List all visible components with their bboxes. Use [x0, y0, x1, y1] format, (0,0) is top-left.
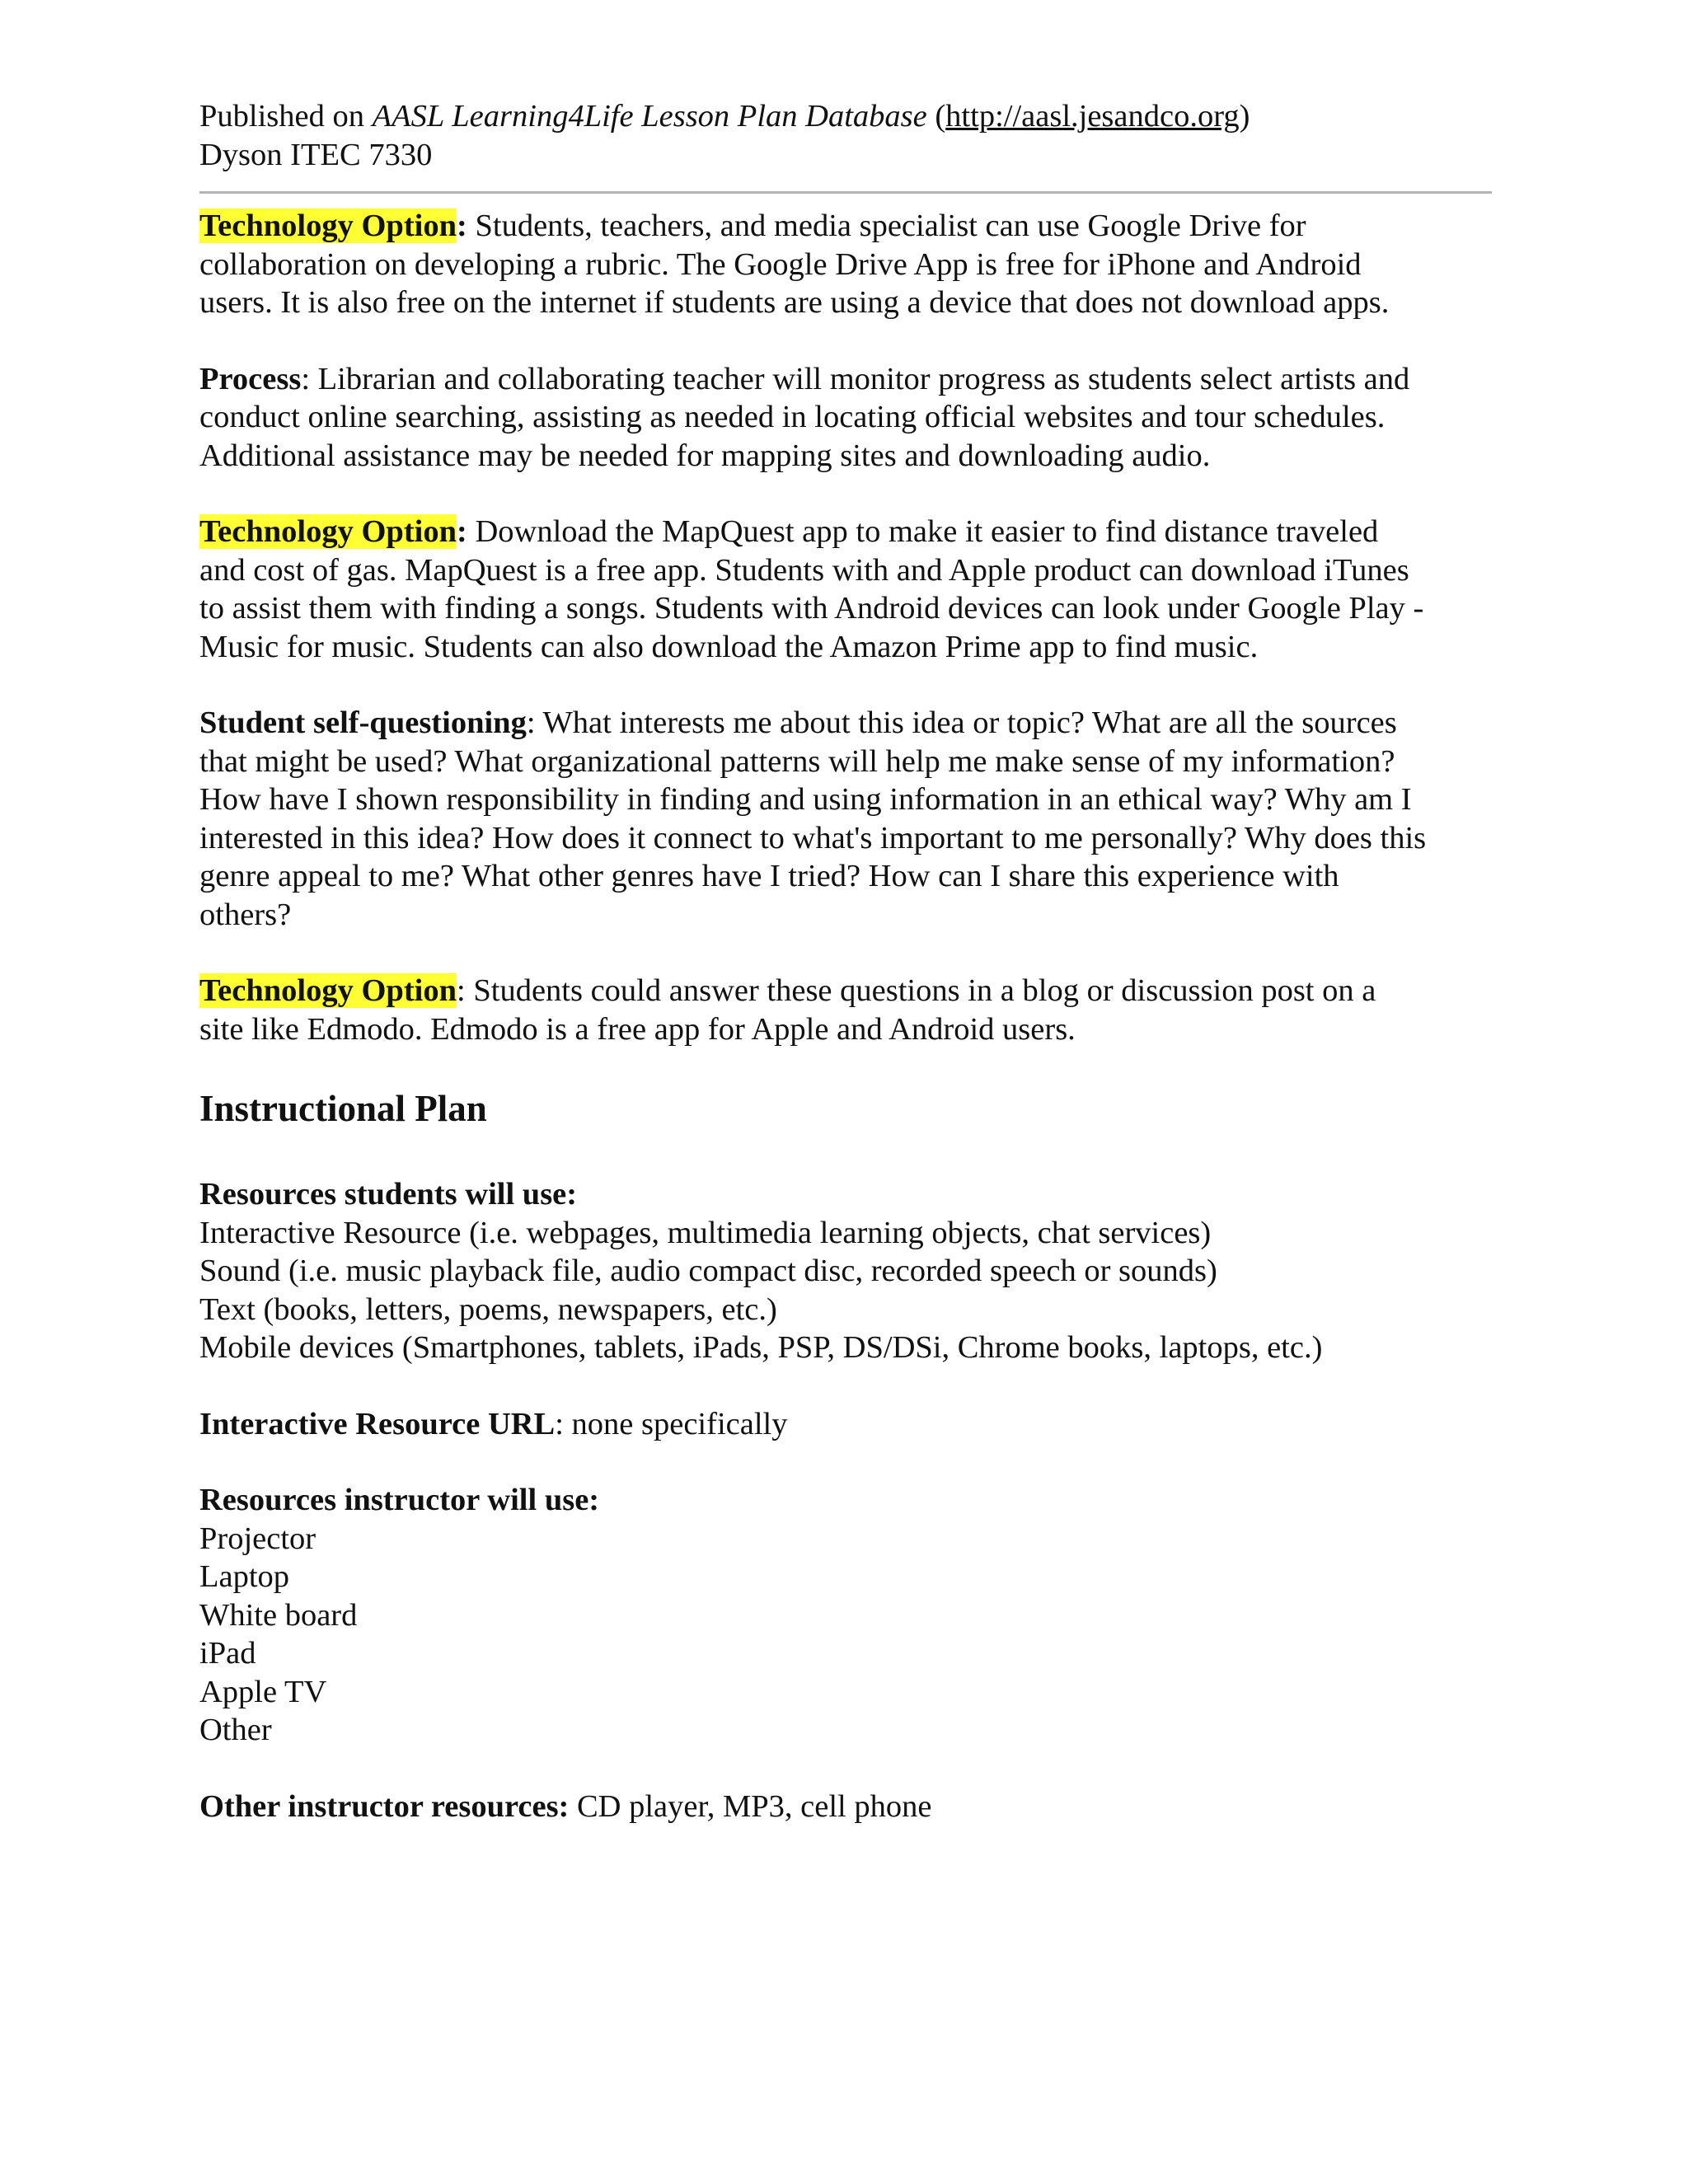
- tech-option-3-line: : Students could answer these questions in a blog or discussion post on a: [457, 973, 1376, 1008]
- self-questioning-line: : What interests me about this idea or topic? What are all the sources: [526, 705, 1397, 740]
- list-item: Interactive Resource (i.e. webpages, multimedia learning objects, chat services): [199, 1215, 1212, 1250]
- tech-option-1-paragraph: [199, 207, 1493, 322]
- self-questioning-line: that might be used? What organizational patterns will help me make sense of my information?: [199, 743, 1395, 779]
- list-item: Projector: [199, 1521, 316, 1556]
- tech-option-2-colon: :: [457, 514, 467, 549]
- instructor-resources-label: Resources instructor will use:: [199, 1483, 600, 1517]
- close-paren: ): [1239, 99, 1250, 134]
- tech-option-2-line: Download the MapQuest app to make it easier to find distance traveled: [467, 514, 1379, 549]
- tech-option-3-label: Technology Option: [199, 973, 457, 1008]
- tech-option-1-line: users. It is also free on the internet if students are using a device that does not download apps.: [199, 285, 1390, 320]
- tech-option-1-label: Technology Option: [199, 209, 457, 243]
- list-item: Apple TV: [199, 1674, 327, 1709]
- database-link[interactable]: http://aasl.jesandco.org: [945, 99, 1240, 134]
- tech-option-3-paragraph: [199, 972, 1493, 1048]
- list-item: Sound (i.e. music playback file, audio compact disc, recorded speech or sounds): [199, 1254, 1217, 1288]
- page-content: [199, 97, 1493, 1825]
- list-item: White board: [199, 1597, 358, 1633]
- list-item: Laptop: [199, 1559, 290, 1594]
- other-resources-line: [199, 1788, 1493, 1826]
- list-item: Mobile devices (Smartphones, tablets, iPads, PSP, DS/DSi, Chrome books, laptops, etc.): [199, 1330, 1323, 1365]
- tech-option-2-paragraph: [199, 513, 1493, 666]
- tech-option-2-label: Technology Option: [199, 514, 457, 549]
- instructional-plan-heading: Instructional Plan: [199, 1088, 487, 1129]
- tech-option-3-line: site like Edmodo. Edmodo is a free app for Apple and Android users.: [199, 1011, 1076, 1047]
- self-questioning-line: others?: [199, 897, 292, 932]
- interactive-url-value: : none specifically: [555, 1406, 788, 1441]
- tech-option-2-line: and cost of gas. MapQuest is a free app. Students with and Apple product can download iTunes: [199, 552, 1409, 588]
- published-prefix: Published on: [199, 99, 373, 134]
- process-label: Process: [199, 361, 302, 396]
- self-questioning-label: Student self-questioning: [199, 705, 527, 740]
- process-line: : Librarian and collaborating teacher will monitor progress as students select artists and: [301, 361, 1410, 396]
- course-line: Dyson ITEC 7330: [199, 137, 433, 172]
- tech-option-2-line: Music for music. Students can also download the Amazon Prime app to find music.: [199, 629, 1259, 664]
- list-item: Text (books, letters, poems, newspapers, etc.): [199, 1291, 777, 1327]
- tech-option-1-line: collaboration on developing a rubric. The Google Drive App is free for iPhone and Android: [199, 246, 1362, 282]
- tech-option-2-line: to assist them with finding a songs. Students with Android devices can look under Google Play -: [199, 591, 1424, 626]
- tech-option-1-line: Students, teachers, and media specialist can use Google Drive for: [467, 209, 1306, 243]
- self-questioning-paragraph: [199, 704, 1493, 934]
- interactive-url-label: Interactive Resource URL: [199, 1406, 556, 1441]
- database-name: AASL Learning4Life Lesson Plan Database: [372, 99, 927, 134]
- student-resources-label: Resources students will use:: [199, 1177, 578, 1212]
- self-questioning-line: interested in this idea? How does it connect to what's important to me personally? Why does this: [199, 820, 1427, 855]
- process-line: conduct online searching, assisting as needed in locating official websites and tour schedules.: [199, 400, 1386, 434]
- header-divider: [199, 191, 1492, 194]
- list-item: Other: [199, 1713, 272, 1747]
- other-resources-label: Other instructor resources:: [199, 1788, 570, 1824]
- process-line: Additional assistance may be needed for mapping sites and downloading audio.: [199, 438, 1211, 473]
- published-line: [199, 97, 1493, 136]
- self-questioning-line: How have I shown responsibility in finding and using information in an ethical way? Why am I: [199, 782, 1412, 817]
- process-paragraph: [199, 360, 1493, 476]
- open-paren: (: [926, 99, 946, 134]
- interactive-url-line: [199, 1405, 1493, 1444]
- student-resources-block: [199, 1175, 1493, 1367]
- tech-option-1-colon: :: [457, 209, 467, 243]
- list-item: iPad: [199, 1636, 256, 1671]
- instructor-resources-block: [199, 1481, 1493, 1750]
- self-questioning-line: genre appeal to me? What other genres have I tried? How can I share this experience with: [199, 859, 1339, 893]
- other-resources-value: CD player, MP3, cell phone: [569, 1788, 932, 1824]
